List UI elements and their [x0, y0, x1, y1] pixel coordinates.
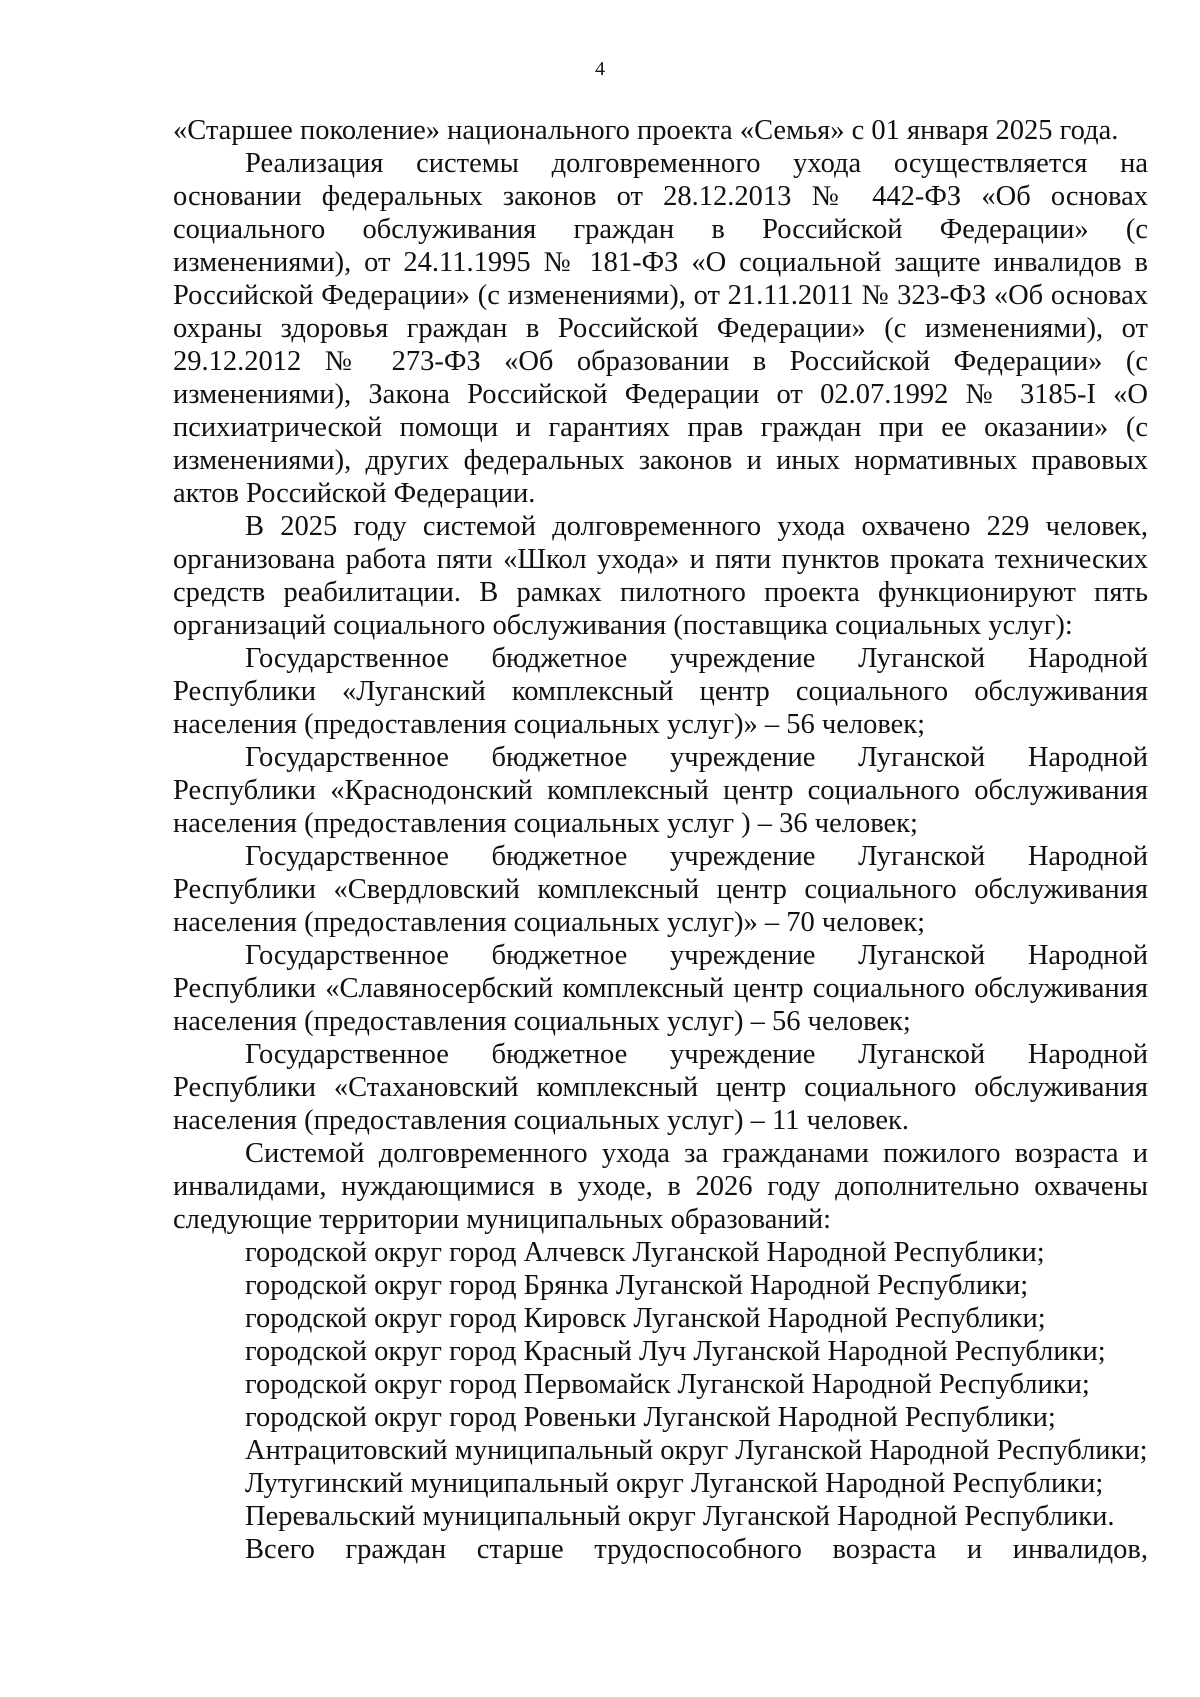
page-number: 4 [595, 58, 605, 80]
paragraph-org-luhansk: Государственное бюджетное учреждение Луганской Народной Республики «Луганский комплексный центр социального обслуживания населения (предоставления социальных услуг)» – 56 человек; [173, 643, 1148, 740]
territory-list-item: городской округ город Алчевск Луганской Народной Республики; [245, 1237, 1045, 1268]
territory-list-item: городской округ город Брянка Луганской Народной Республики; [245, 1270, 1029, 1301]
paragraph-coverage-2026: Системой долговременного ухода за гражданами пожилого возраста и инвалидами, нуждающимися в уходе, в 2026 году дополнительно охвачены следующие территории муниципальных образований: [173, 1138, 1148, 1235]
territory-list-item: Антрацитовский муниципальный округ Луганской Народной Республики; [245, 1435, 1148, 1466]
paragraph-total-citizens: Всего граждан старше трудоспособного возраста и инвалидов, [245, 1534, 1148, 1565]
paragraph-org-slavyanoserbsk: Государственное бюджетное учреждение Луганской Народной Республики «Славяносербский комплексный центр социального обслуживания населения (предоставления социальных услуг) – 56 человек; [173, 940, 1148, 1037]
paragraph-continuation: «Старшее поколение» национального проекта «Семья» с 01 января 2025 года. [173, 115, 1119, 146]
territory-list-item: городской округ город Красный Луч Луганской Народной Республики; [245, 1336, 1106, 1367]
paragraph-coverage-2025: В 2025 году системой долговременного ухода охвачено 229 человек, организована работа пяти «Школ ухода» и пяти пунктов проката технических средств реабилитации. В рамках пилотного проекта функционируют пять организаций социального обслуживания (поставщика социальных услуг): [173, 511, 1148, 641]
paragraph-org-krasnodon: Государственное бюджетное учреждение Луганской Народной Республики «Краснодонский комплексный центр социального обслуживания населения (предоставления социальных услуг ) – 36 человек; [173, 742, 1148, 839]
paragraph-org-sverdlovsk: Государственное бюджетное учреждение Луганской Народной Республики «Свердловский комплексный центр социального обслуживания населения (предоставления социальных услуг)» – 70 человек; [173, 841, 1148, 938]
territory-list-item: городской округ город Ровеньки Луганской Народной Республики; [245, 1402, 1056, 1433]
territory-list-item: Перевальский муниципальный округ Луганской Народной Республики. [245, 1501, 1115, 1532]
territory-list-item: Лутугинский муниципальный округ Луганской Народной Республики; [245, 1468, 1104, 1499]
document-body [173, 114, 1148, 1566]
territory-list-item: городской округ город Кировск Луганской Народной Республики; [245, 1303, 1046, 1334]
territory-list-item: городской округ город Первомайск Луганской Народной Республики; [245, 1369, 1090, 1400]
paragraph-legal-basis: Реализация системы долговременного ухода осуществляется на основании федеральных законов от 28.12.2013 № 442-ФЗ «Об основах социального обслуживания граждан в Российской Федерации» (с изменениями), от 24.11.1995 № 181-ФЗ «О социальной защите инвалидов в Российской Федерации» (с изменениями), от 21.11.2011 № 323-ФЗ «Об основах охраны здоровья граждан в Российской Федерации» (с изменениями), от 29.12.2012 № 273-ФЗ «Об образовании в Российской Федерации» (с изменениями), Закона Российской Федерации от 02.07.1992 № 3185-I «О психиатрической помощи и гарантиях прав граждан при ее оказании» (с изменениями), других федеральных законов и иных нормативных правовых актов Российской Федерации. [173, 148, 1148, 509]
paragraph-org-stakhanov: Государственное бюджетное учреждение Луганской Народной Республики «Стахановский комплексный центр социального обслуживания населения (предоставления социальных услуг) – 11 человек. [173, 1039, 1148, 1136]
